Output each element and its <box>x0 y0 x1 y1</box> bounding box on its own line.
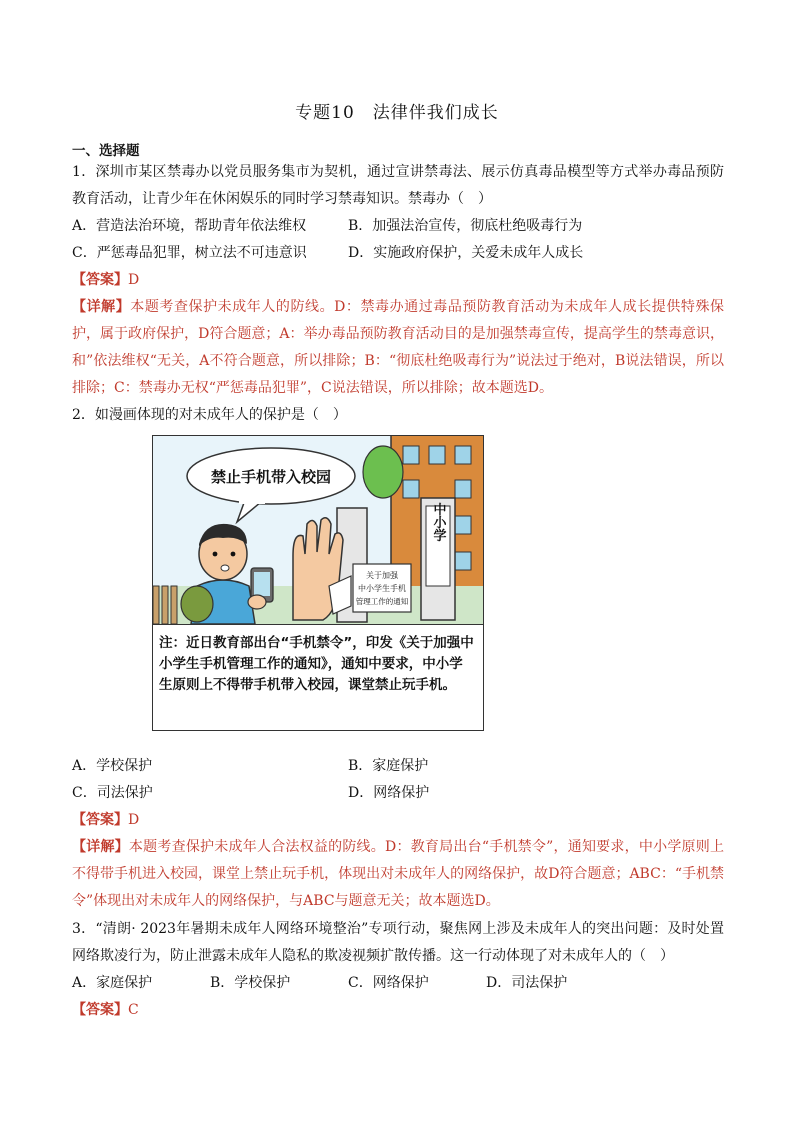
question-1-option-c: C．严惩毒品犯罪，树立法不可违意识 <box>72 245 307 261</box>
answer-label: 【答案】 <box>72 1002 128 1018</box>
answer-label: 【答案】 <box>72 812 128 828</box>
speech-bubble-text: 禁止手机带入校园 <box>210 468 332 486</box>
section-heading: 一、选择题 <box>72 143 140 159</box>
notice-line-3: 管理工作的通知 <box>355 597 409 606</box>
answer-value: D <box>128 272 140 288</box>
detail-text: 本题考查保护未成年人合法权益的防线。D：教育局出台“手机禁令”，通知要求，中小学原则上不得带手机进入校园，课堂上禁止玩手机，体现出对未成年人的网络保护，故D符合题意；ABC：“手机禁令”体现出对未成年人的网络保护，与ABC与题意无关；故本题选D。 <box>72 839 725 909</box>
question-2-detail <box>72 834 724 915</box>
answer-value: D <box>128 812 140 828</box>
question-2-option-b: B．家庭保护 <box>348 758 429 774</box>
question-3-option-b: B．学校保护 <box>210 975 291 991</box>
question-2-answer <box>72 807 724 834</box>
question-3-stem: 3．“清朗· 2023年暑期未成年人网络环境整治”专项行动，聚焦网上涉及未成年人的突出问题：及时处置网络欺凌行为，防止泄露未成年人隐私的欺凌视频扩散传播。这一行动体现了对未成年人的（ ） <box>72 921 724 964</box>
school-sign-text: 中小学 <box>430 502 446 542</box>
question-3-answer <box>72 997 724 1024</box>
question-2-stem: 2．如漫画体现的对未成年人的保护是（ ） <box>72 407 347 423</box>
answer-label: 【答案】 <box>72 272 128 288</box>
question-3-option-d: D．司法保护 <box>486 975 568 991</box>
detail-label: 【详解】 <box>72 839 129 855</box>
question-1-option-d: D．实施政府保护，关爱未成年人成长 <box>348 245 584 261</box>
cartoon-illustration <box>152 435 484 731</box>
page-title: 专题10 法律伴我们成长 <box>295 103 499 123</box>
question-1-detail <box>72 294 724 402</box>
question-2-option-c: C．司法保护 <box>72 785 153 801</box>
answer-value: C <box>128 1002 139 1018</box>
notice-line-2: 中小学生手机 <box>358 584 406 593</box>
question-1-option-b: B．加强法治宣传，彻底杜绝吸毒行为 <box>348 218 583 234</box>
question-1-option-a: A．营造法治环境，帮助青年依法维权 <box>72 218 307 234</box>
question-2-option-d: D．网络保护 <box>348 785 430 801</box>
cartoon-caption: 注：近日教育部出台“手机禁令”，印发《关于加强中小学生手机管理工作的通知》，通知中要求，中小学生原则上不得带手机带入校园，课堂禁止玩手机。 <box>153 624 483 730</box>
question-1-stem: 1．深圳市某区禁毒办以党员服务集市为契机，通过宣讲禁毒法、展示仿真毒品模型等方式举办毒品预防教育活动，让青少年在休闲娱乐的同时学习禁毒知识。禁毒办（ ） <box>72 164 724 207</box>
question-2-option-a: A．学校保护 <box>72 758 153 774</box>
detail-text: 本题考查保护未成年人的防线。D：禁毒办通过毒品预防教育活动为未成年人成长提供特殊保护，属于政府保护，D符合题意；A：举办毒品预防教育活动目的是加强禁毒宣传，提高学生的禁毒意识，和”依法维权“无关，A不符合题意，所以排除；B：“彻底杜绝吸毒行为”说法过于绝对，B说法错误，所以排除；C：禁毒办无权“严惩毒品犯罪”，C说法错误，所以排除；故本题选D。 <box>72 299 725 396</box>
cartoon-drawing <box>153 436 484 624</box>
question-1-answer <box>72 267 724 294</box>
question-3-option-a: A．家庭保护 <box>72 975 153 991</box>
question-3-option-c: C．网络保护 <box>348 975 429 991</box>
detail-label: 【详解】 <box>72 299 131 315</box>
notice-line-1: 关于加强 <box>366 571 398 580</box>
